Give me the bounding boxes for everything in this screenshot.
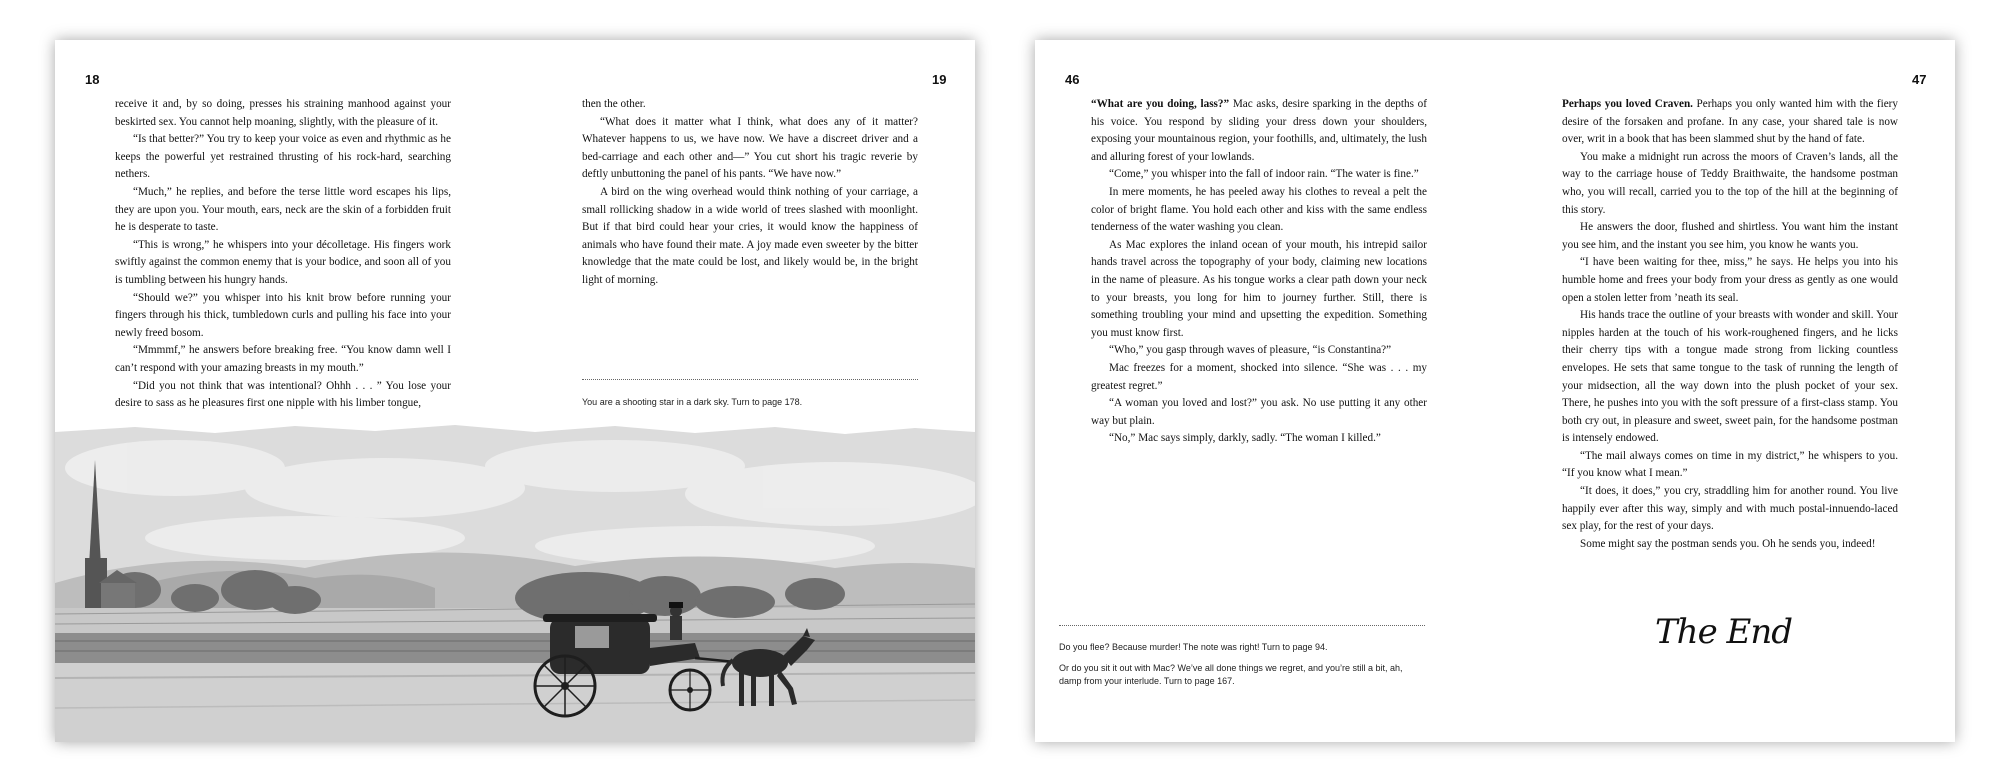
choice-option: Do you flee? Because murder! The note was right! Turn to page 94. xyxy=(1059,642,1328,652)
paragraph xyxy=(1562,96,1898,149)
the-end-title: The End xyxy=(1655,612,1792,652)
paragraph: “Much,” he replies, and before the terse little word escapes his lips, they are upon you. Your mouth, ears, neck are the skin of a forbidden fruit he is desperate to taste. xyxy=(115,185,451,234)
paragraph-text: Perhaps you only wanted him with the fiery desire of the forsaken and profane. In any case, your shared tale is now over, writ in a book that has been slammed shut by the hand of fate. xyxy=(1562,98,1899,146)
book-spread-46-47 xyxy=(1035,40,1955,742)
lead-in: “What are you doing, lass?” xyxy=(1091,98,1230,110)
paragraph: “Mmmmf,” he answers before breaking free. “You know damn well I can’t respond with your amazing breasts in my mouth.” xyxy=(115,344,451,374)
paragraph: A bird on the wing overhead would think nothing of your carriage, a small rollicking shadow in a wide world of trees slashed with moonlight. But if that bird could hear your cries, it would know the happiness of animals who have found their mate. A joy made even sweeter by the bitter knowledge that the mate could be lost, and likely would be, in the bright light of morning. xyxy=(582,185,918,286)
choice-option: You are a shooting star in a dark sky. Turn to page 178. xyxy=(582,397,803,407)
paragraph: “No,” Mac says simply, darkly, sadly. “The woman I killed.” xyxy=(1109,432,1381,445)
page-number-46: 46 xyxy=(1065,72,1080,87)
paragraph: then the other. xyxy=(582,98,646,110)
choice-divider xyxy=(1059,625,1425,626)
paragraph: He answers the door, flushed and shirtless. You want him the instant you see him, and the instant you see him, you know he wants you. xyxy=(1562,221,1898,251)
paragraph: “Come,” you whisper into the fall of indoor rain. “The water is fine.” xyxy=(1109,168,1419,181)
paragraph: “A woman you loved and lost?” you ask. No use putting it any other way but plain. xyxy=(1091,397,1427,427)
carriage-landscape-illustration xyxy=(55,418,975,742)
paragraph: “Is that better?” You try to keep your voice as even and rhythmic as he keeps the powerful yet restrained thrusting of his rock-hard, searching nethers. xyxy=(115,133,451,181)
paragraph: In mere moments, he has peeled away his clothes to reveal a pelt the color of bright flame. You hold each other and kiss with the same endless tenderness of the water washing you clean. xyxy=(1091,185,1427,234)
paragraph: Mac freezes for a moment, shocked into silence. “She was . . . my greatest regret.” xyxy=(1091,361,1427,392)
paragraph xyxy=(1091,96,1427,166)
page-18-text xyxy=(115,96,451,413)
page-19-text xyxy=(582,96,918,290)
choice-option: Or do you sit it out with Mac? We’ve all done things we regret, and you’re still a bit, ah, damp from your interlude. Turn to page 167. xyxy=(1059,663,1403,686)
paragraph: “The mail always comes on time in my district,” he whispers to you. “If you know what I mean.” xyxy=(1562,449,1898,480)
page-46-choices xyxy=(1059,641,1425,696)
paragraph: “What does it matter what I think, what does any of it matter? Whatever happens to us, we have now. We have a discreet driver and a bed-carriage and each other and—” You cut short his tragic reverie by deftly unbuttoning the panel of his pants. “We have now.” xyxy=(582,115,918,181)
paragraph: “I have been waiting for thee, miss,” he says. He helps you into his humble home and frees your body from your dress as gently as one would open a stolen letter from ’neath its seal. xyxy=(1562,256,1898,304)
page-46-text xyxy=(1091,96,1427,448)
paragraph-text: Mac asks, desire sparking in the depths of his voice. You respond by sliding your dress down your shoulders, exposing your mountainous region, your foothills, and, ultimately, the lush and alluring forest of your lowlands. xyxy=(1091,98,1427,163)
paragraph: “Should we?” you whisper into his knit brow before running your fingers through his thick, tumbledown curls and pulling his face into your newly freed bosom. xyxy=(115,291,451,339)
choice-divider xyxy=(582,379,918,380)
paragraph: His hands trace the outline of your breasts with wonder and skill. Your nipples harden at the touch of his work-roughened fingers, and he licks their cherry tips with a tongue made strong from licking countless envelopes. He sets that same tongue to the task of running the length of your midsection, all the way down into the plush pocket of your sex. There, he pushes into you with the soft pressure of a first-class stamp. You both cry out, in pleasure and sweet, sweet pain, for the handsome postman is intensely endowed. xyxy=(1562,309,1898,445)
page-number-18: 18 xyxy=(85,72,100,87)
paragraph: “Who,” you gasp through waves of pleasure, “is Constantina?” xyxy=(1109,344,1392,357)
paragraph: receive it and, by so doing, presses his straining manhood against your beskirted sex. You cannot help moaning, slightly, with the pleasure of it. xyxy=(115,98,451,128)
book-spread-18-19 xyxy=(55,40,975,742)
paragraph: “Did you not think that was intentional? Ohhh . . . ” You lose your desire to sass as he pleasures first one nipple with his limber tongue, xyxy=(115,379,451,410)
lead-in: Perhaps you loved Craven. xyxy=(1562,98,1693,110)
page-number-19: 19 xyxy=(932,72,947,87)
paragraph: As Mac explores the inland ocean of your mouth, his intrepid sailor hands travel across the topography of your body, claiming new locations in the name of pleasure. As his tongue works a clear path down your neck to your breasts, you long for him to journey further. Still, there is something troubling your mind and upsetting the expedition. Something you must know first. xyxy=(1091,238,1427,339)
paragraph: Some might say the postman sends you. Oh he sends you, indeed! xyxy=(1580,537,1876,550)
paragraph: “It does, it does,” you cry, straddling him for another round. You live happily ever after this way, simply and with much postal-innuendo-laced sex play, for the rest of your days. xyxy=(1562,485,1898,533)
page-47-text xyxy=(1562,96,1898,553)
page-19-choices xyxy=(582,396,918,417)
paragraph: You make a midnight run across the moors of Craven’s lands, all the way to the carriage house of Teddy Braithwaite, the handsome postman who, you will recall, carried you to the top of the hill at the beginning of this story. xyxy=(1562,150,1898,216)
page-number-47: 47 xyxy=(1912,72,1927,87)
paragraph: “This is wrong,” he whispers into your décolletage. His fingers work swiftly against the common enemy that is your bodice, and soon all of you is tumbling between his hungry hands. xyxy=(115,238,451,286)
